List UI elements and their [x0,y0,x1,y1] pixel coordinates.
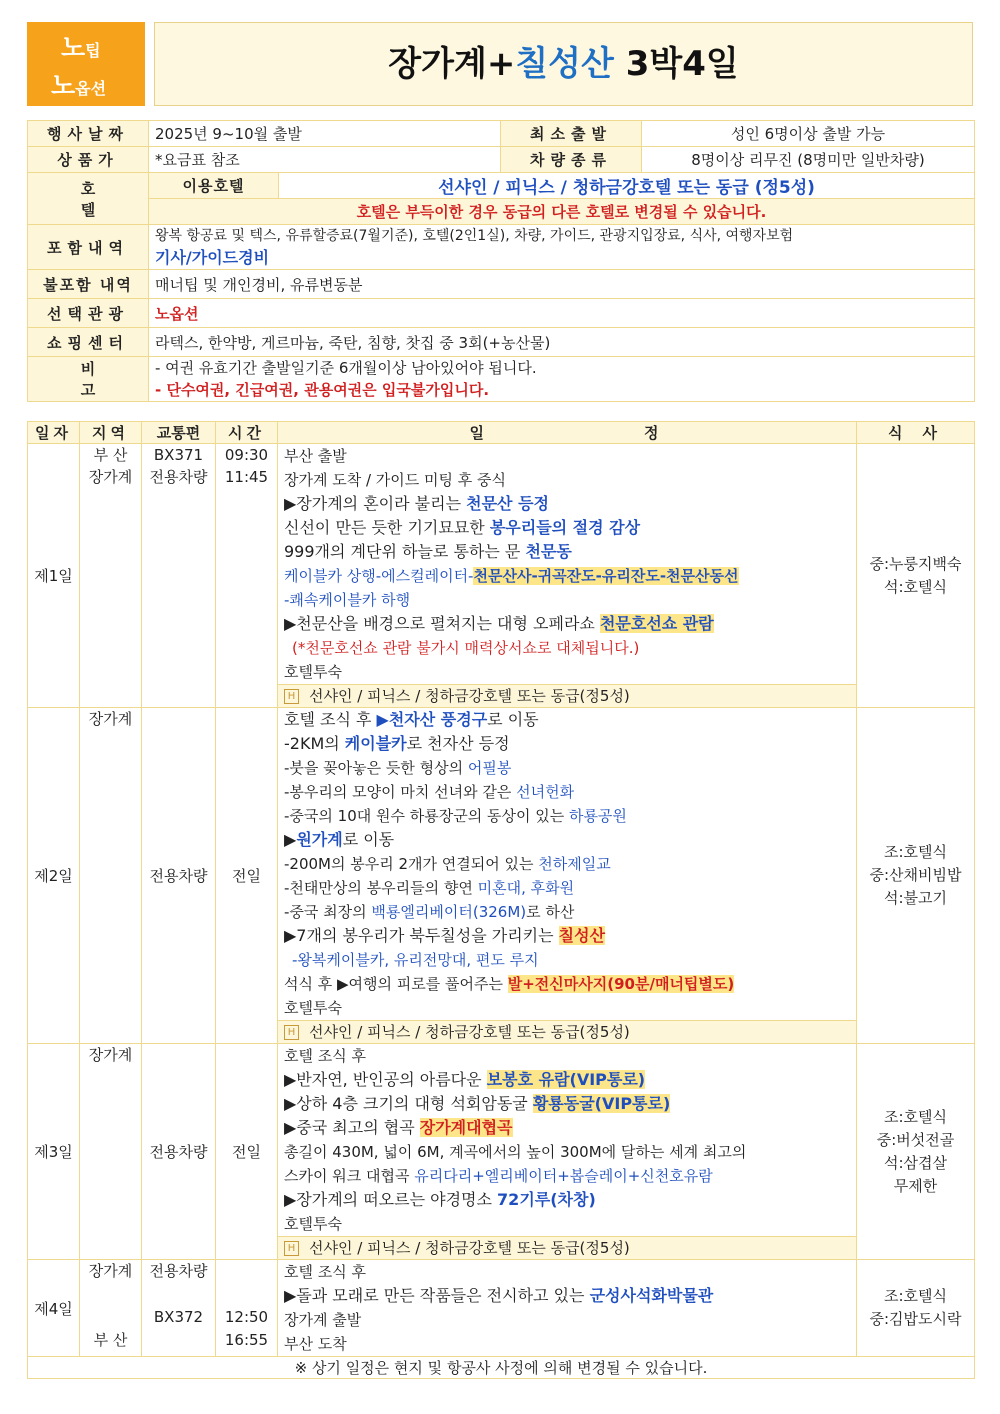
price-value: *요금표 참조 [149,147,501,173]
include-value: 왕복 항공료 및 텍스, 유류할증료(7월기준), 호텔(2인1실), 차량, 가이드, 관광지입장료, 식사, 여행자보험 기사/가이드경비 [149,225,975,270]
shop-value: 라텍스, 한약방, 게르마늄, 죽탄, 침향, 찻집 중 3회(+농산물) [149,328,975,357]
header-itinerary: 일정 [278,422,857,444]
hotel-icon: H [284,689,299,704]
header-meal: 식사 [857,422,975,444]
header-day: 일자 [28,422,80,444]
hotel-icon: H [284,1241,299,1256]
day-label: 제1일 [28,444,80,708]
day-region: 장가계 [80,1044,142,1260]
day-meal: 조:호텔식 중:버섯전골 석:삼겹살 무제한 [857,1044,975,1260]
day-row [28,444,975,708]
day-itinerary: 부산 출발 장가계 도착 / 가이드 미팅 후 중식 ▶장가계의 혼이라 불리는 천문산 등정 신선이 만든 듯한 기기묘묘한 봉우리들의 절경 감상 999개의 계단위 하늘로 통하는 문 천문동 케이블카 상행-에스컬레이터-천문산사-귀곡잔도-유리잔도-천문산동선 -쾌속케이블카 하행 ▶천문산을 배경으로 펼쳐지는 대형 오페라쇼 천문호선쇼 관람 (*천문호선쇼 관람 불가시 매력상서쇼로 대체됩니다.) 호텔투숙 H 선샤인 / 피닉스 / 청하금강호텔 또는 동급(정5성) [278,444,857,708]
hotel-sub-label: 이용호텔 [149,173,279,199]
day-region: 부 산 장가계 [80,444,142,708]
hotel-info: H 선샤인 / 피닉스 / 청하금강호텔 또는 동급(정5성) [278,1236,856,1259]
min-label: 최소출발 [501,121,642,147]
day-meal: 조:호텔식 중:김밥도시락 [857,1260,975,1357]
day-time: 전일 [216,708,278,1044]
header-region: 지역 [80,422,142,444]
day-region: 장가계 [80,708,142,1044]
header-transport: 교통편 [142,422,216,444]
logo-no-tip: 노팁 [61,33,101,62]
day-transport: BX371 전용차량 [142,444,216,708]
day-time: 전일 [216,1044,278,1260]
header-time: 시간 [216,422,278,444]
vehicle-label: 차량종류 [501,147,642,173]
logo-no-option: 노옵션 [51,71,107,100]
day-row [28,1044,975,1260]
day-row [28,1260,975,1357]
day-transport: 전용차량 [142,1044,216,1260]
price-label: 상품가 [28,147,149,173]
day-meal: 중:누룽지백숙 석:호텔식 [857,444,975,708]
brand-logo [27,22,145,106]
shop-label: 쇼핑센터 [28,328,149,357]
exclude-label: 불포함 내역 [28,270,149,299]
day-row [28,708,975,1044]
day-meal: 조:호텔식 중:산채비빔밥 석:불고기 [857,708,975,1044]
hotel-label: 호텔 [28,173,149,225]
info-table [27,120,975,402]
day-itinerary: 호텔 조식 후 ▶천자산 풍경구로 이동 -2KM의 케이블카로 천자산 등정 -붓을 꽂아놓은 듯한 형상의 어필봉 -봉우리의 모양이 마치 선녀와 같은 선녀헌화 -중국의 10대 원수 하룡장군의 동상이 있는 하룡공원 ▶원가계로 이동 -200M의 봉우리 2개가 연결되어 있는 천하제일교 -천태만상의 봉우리들의 향연 미혼대, 후화원 -중국 최장의 백룡엘리베이터(326M)로 하산 ▶7개의 봉우리가 북두칠성을 가리키는 칠성산 -왕복케이블카, 유리전망대, 편도 루지 석식 후 ▶여행의 피로를 풀어주는 발+전신마사지(90분/매너팁별도) 호텔투숙 H 선샤인 / 피닉스 / 청하금강호텔 또는 동급(정5성) [278,708,857,1044]
hotel-icon: H [284,1025,299,1040]
day-transport: 전용차량 BX372 [142,1260,216,1357]
vehicle-value: 8명이상 리무진 (8명미만 일반차량) [642,147,975,173]
schedule-table [27,421,975,1379]
hotel-note: 호텔은 부득이한 경우 동급의 다른 호텔로 변경될 수 있습니다. [149,199,975,225]
include-label: 포함내역 [28,225,149,270]
day-itinerary: 호텔 조식 후 ▶돌과 모래로 만든 작품들은 전시하고 있는 군성사석화박물관 장가계 출발 부산 도착 [278,1260,857,1357]
page-title: 장가계+칠성산 3박4일 [154,22,973,106]
option-label: 선택관광 [28,299,149,328]
day-region: 장가계 부 산 [80,1260,142,1357]
day-time: 09:30 11:45 [216,444,278,708]
day-label: 제2일 [28,708,80,1044]
footer-note: ※ 상기 일정은 현지 및 항공사 사정에 의해 변경될 수 있습니다. [28,1357,975,1379]
option-value: 노옵션 [149,299,975,328]
hotel-info: H 선샤인 / 피닉스 / 청하금강호텔 또는 동급(정5성) [278,1020,856,1043]
hotel-info: H 선샤인 / 피닉스 / 청하금강호텔 또는 동급(정5성) [278,684,856,707]
remark-value: - 여권 유효기간 출발일기준 6개월이상 남아있어야 됩니다. - 단수여권, 긴급여권, 관용여권은 입국불가입니다. [149,357,975,402]
min-value: 성인 6명이상 출발 가능 [642,121,975,147]
day-label: 제4일 [28,1260,80,1357]
day-time: 12:50 16:55 [216,1260,278,1357]
day-label: 제3일 [28,1044,80,1260]
day-transport: 전용차량 [142,708,216,1044]
remark-label: 비고 [28,357,149,402]
hotel-value: 선샤인 / 피닉스 / 청하금강호텔 또는 동급 (정5성) [279,173,975,199]
date-value: 2025년 9~10월 출발 [149,121,501,147]
exclude-value: 매너팁 및 개인경비, 유류변동분 [149,270,975,299]
day-itinerary: 호텔 조식 후 ▶반자연, 반인공의 아름다운 보봉호 유람(VIP통로) ▶상하 4층 크기의 대형 석회암동굴 황룡동굴(VIP통로) ▶중국 최고의 협곡 장가계대협곡 총길이 430M, 넓이 6M, 계곡에서의 높이 300M에 달하는 세계 최고의 스카이 워크 대협곡 유리다리+엘리베이터+봅슬레이+신천호유람 ▶장가계의 떠오르는 야경명소 72기루(차창) 호텔투숙 H 선샤인 / 피닉스 / 청하금강호텔 또는 동급(정5성) [278,1044,857,1260]
date-label: 행사날짜 [28,121,149,147]
